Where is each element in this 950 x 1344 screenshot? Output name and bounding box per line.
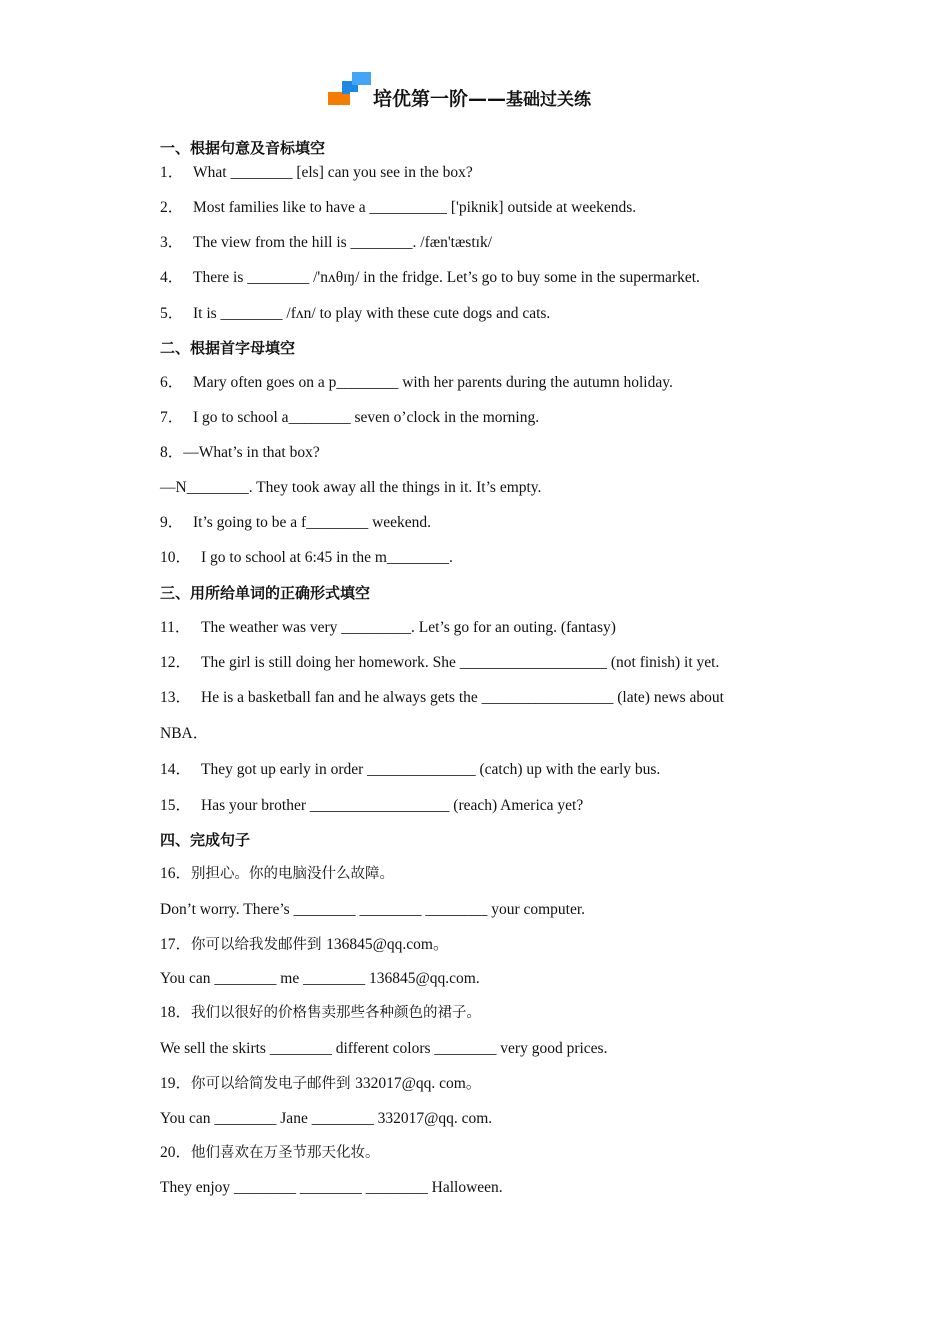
question-19-sentence: You can ________ Jane ________ 332017@qq. com. — [160, 1110, 493, 1127]
question-5: 5． It is ________ /fʌn/ to play with these cute dogs and cats. — [160, 305, 551, 322]
question-4: 4． There is ________ /'nʌθɪŋ/ in the fridge. Let’s go to buy some in the supermarket. — [160, 269, 700, 286]
question-19-prompt: 19．你可以给简发电子邮件到 332017@qq. com。 — [160, 1075, 482, 1092]
question-18-prompt: 18．我们以很好的价格售卖那些各种颜色的裙子。 — [160, 1004, 482, 1021]
question-13-continued: NBA． — [160, 725, 209, 742]
question-15: 15． Has your brother __________________ (reach) America yet? — [160, 797, 584, 814]
question-18-sentence: We sell the skirts ________ different colors ________ very good prices. — [160, 1040, 608, 1057]
question-9: 9． It’s going to be a f________ weekend. — [160, 514, 432, 531]
question-16-sentence: Don’t worry. There’s ________ ________ ________ your computer. — [160, 901, 586, 918]
question-16-prompt: 16．别担心。你的电脑没什么故障。 — [160, 865, 395, 882]
question-11: 11． The weather was very _________. Let’s go for an outing. (fantasy) — [160, 619, 616, 636]
question-8: 8．—What’s in that box? — [160, 444, 320, 461]
question-14: 14． They got up early in order ______________ (catch) up with the early bus. — [160, 761, 661, 778]
question-20-prompt: 20．他们喜欢在万圣节那天化妆。 — [160, 1144, 380, 1161]
title-sub: 基础过关练 — [506, 90, 592, 110]
question-13: 13． He is a basketball fan and he always gets the _________________ (late) news about — [160, 689, 724, 706]
question-12: 12． The girl is still doing her homework. She ___________________ (not finish) it yet. — [160, 654, 720, 671]
section-heading-2: 二、根据首字母填空 — [160, 339, 296, 357]
question-10: 10． I go to school at 6:45 in the m________. — [160, 549, 453, 566]
question-1: 1． What ________ [els] can you see in the box? — [160, 164, 473, 181]
question-17-prompt: 17．你可以给我发邮件到 136845@qq.com。 — [160, 936, 449, 953]
question-2: 2． Most families like to have a __________ ['piknik] outside at weekends. — [160, 199, 637, 216]
section-heading-4: 四、完成句子 — [160, 831, 251, 849]
question-3: 3． The view from the hill is ________. /fæn'tæstɪk/ — [160, 234, 492, 251]
page-title — [373, 86, 591, 113]
question-8-answer-line: —N________. They took away all the things in it. It’s empty. — [160, 479, 542, 496]
question-7: 7． I go to school a________ seven o’clock in the morning. — [160, 409, 540, 426]
stairs-logo-icon — [328, 72, 372, 106]
section-heading-1: 一、根据句意及音标填空 — [160, 139, 326, 157]
question-6: 6． Mary often goes on a p________ with her parents during the autumn holiday. — [160, 374, 673, 391]
question-17-sentence: You can ________ me ________ 136845@qq.com. — [160, 970, 480, 987]
question-20-sentence: They enjoy ________ ________ ________ Halloween. — [160, 1179, 503, 1196]
title-main: 培优第一阶—— — [373, 88, 507, 110]
section-heading-3: 三、用所给单词的正确形式填空 — [160, 584, 371, 602]
